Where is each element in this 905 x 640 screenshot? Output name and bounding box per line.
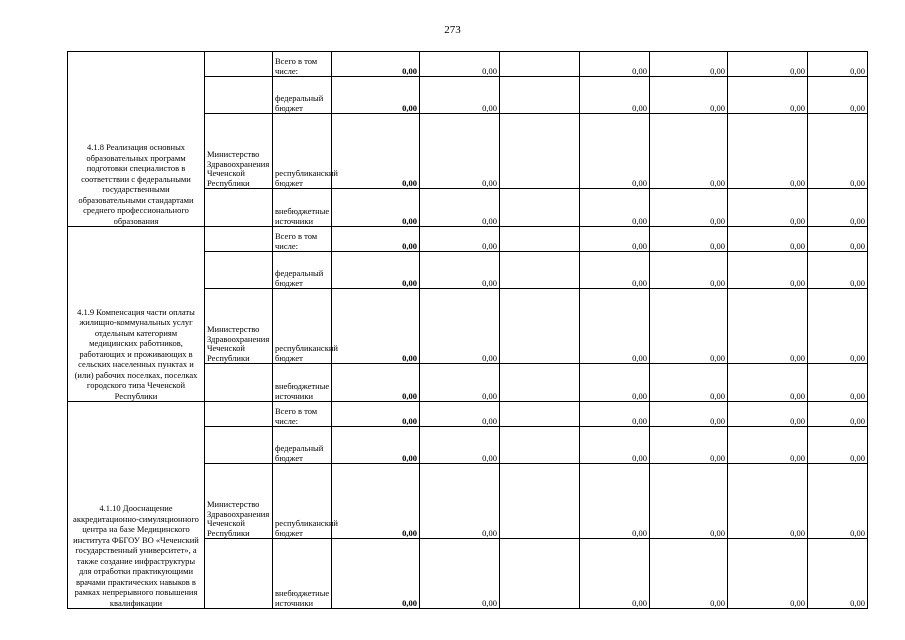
cell-value: 0,00 — [420, 189, 500, 227]
executor: Министерство Здравоохранения Чеченской Республики — [205, 464, 273, 539]
cell-value: 0,00 — [580, 77, 650, 114]
cell-value: 0,00 — [580, 539, 650, 609]
total-value: 0,00 — [332, 114, 420, 189]
cell-value: 0,00 — [420, 52, 500, 77]
cell-value: 0,00 — [650, 189, 728, 227]
cell-value: 0,00 — [650, 227, 728, 252]
cell-value: 0,00 — [420, 464, 500, 539]
cell-value — [500, 114, 580, 189]
executor: Министерство Здравоохранения Чеченской Республики — [205, 289, 273, 364]
cell-value — [500, 189, 580, 227]
cell-value: 0,00 — [728, 402, 808, 427]
cell-value: 0,00 — [808, 539, 868, 609]
funding-source: Всего в том числе: — [273, 52, 332, 77]
cell-value: 0,00 — [650, 114, 728, 189]
cell-value: 0,00 — [580, 427, 650, 464]
cell-value — [500, 252, 580, 289]
cell-value: 0,00 — [420, 427, 500, 464]
cell-value: 0,00 — [728, 539, 808, 609]
budget-table — [67, 51, 868, 609]
cell-value: 0,00 — [420, 227, 500, 252]
cell-value: 0,00 — [650, 464, 728, 539]
cell-value: 0,00 — [808, 464, 868, 539]
cell-value: 0,00 — [650, 289, 728, 364]
cell-value: 0,00 — [650, 402, 728, 427]
activity-name: 4.1.9 Компенсация части оплаты жилищно-коммунальных услуг отдельным категориям медицинских работников, работающих и проживающих в сельских населенных пунктах и (или) рабочих поселках, поселках городского типа Чеченской Республики — [68, 227, 205, 402]
cell-value: 0,00 — [728, 52, 808, 77]
cell-value: 0,00 — [580, 289, 650, 364]
cell-value: 0,00 — [650, 427, 728, 464]
funding-source: республиканский бюджет — [273, 114, 332, 189]
cell-value — [500, 289, 580, 364]
cell-value: 0,00 — [580, 114, 650, 189]
page-number: 273 — [444, 24, 461, 36]
table-row — [68, 402, 868, 427]
cell-value: 0,00 — [808, 402, 868, 427]
funding-source: внебюджетные источники — [273, 189, 332, 227]
cell-value — [500, 539, 580, 609]
cell-value — [500, 464, 580, 539]
cell-value: 0,00 — [808, 52, 868, 77]
cell-value: 0,00 — [420, 539, 500, 609]
cell-value: 0,00 — [728, 364, 808, 402]
cell-value: 0,00 — [728, 227, 808, 252]
total-value: 0,00 — [332, 364, 420, 402]
activity-name: 4.1.10 Дооснащение аккредитационно-симуляционного центра на базе Медицинского института ФБГОУ ВО «Чеченский государственный университет», а также создание инфраструктуры для отработки практикующими врачами практических навыков в рамках непрерывного повышения квалификации — [68, 402, 205, 609]
funding-source: внебюджетные источники — [273, 539, 332, 609]
funding-source: федеральный бюджет — [273, 427, 332, 464]
funding-source: внебюджетные источники — [273, 364, 332, 402]
cell-value: 0,00 — [728, 189, 808, 227]
cell-value: 0,00 — [728, 252, 808, 289]
cell-value — [500, 52, 580, 77]
cell-value: 0,00 — [420, 364, 500, 402]
table-row — [68, 227, 868, 252]
cell-value: 0,00 — [580, 227, 650, 252]
cell-value: 0,00 — [808, 289, 868, 364]
executor: Министерство Здравоохранения Чеченской Республики — [205, 114, 273, 189]
funding-source: федеральный бюджет — [273, 252, 332, 289]
cell-value: 0,00 — [808, 114, 868, 189]
cell-value: 0,00 — [650, 539, 728, 609]
funding-source: Всего в том числе: — [273, 402, 332, 427]
total-value: 0,00 — [332, 227, 420, 252]
cell-value: 0,00 — [808, 227, 868, 252]
cell-value: 0,00 — [580, 402, 650, 427]
cell-value: 0,00 — [808, 364, 868, 402]
cell-value: 0,00 — [420, 114, 500, 189]
cell-value: 0,00 — [808, 189, 868, 227]
total-value: 0,00 — [332, 252, 420, 289]
cell-value: 0,00 — [420, 77, 500, 114]
cell-value: 0,00 — [808, 427, 868, 464]
cell-value: 0,00 — [808, 77, 868, 114]
table-row — [68, 52, 868, 77]
activity-name: 4.1.8 Реализация основных образовательных программ подготовки специалистов в соответствии с федеральными государственными образовательными стандартами среднего профессионального образования — [68, 52, 205, 227]
cell-value: 0,00 — [580, 189, 650, 227]
funding-source: федеральный бюджет — [273, 77, 332, 114]
total-value: 0,00 — [332, 427, 420, 464]
cell-value — [500, 77, 580, 114]
total-value: 0,00 — [332, 289, 420, 364]
cell-value — [500, 427, 580, 464]
funding-source: республиканский бюджет — [273, 289, 332, 364]
cell-value: 0,00 — [580, 364, 650, 402]
cell-value: 0,00 — [420, 252, 500, 289]
total-value: 0,00 — [332, 52, 420, 77]
cell-value: 0,00 — [650, 77, 728, 114]
total-value: 0,00 — [332, 189, 420, 227]
cell-value: 0,00 — [728, 464, 808, 539]
cell-value: 0,00 — [728, 289, 808, 364]
cell-value: 0,00 — [650, 364, 728, 402]
total-value: 0,00 — [332, 464, 420, 539]
cell-value: 0,00 — [580, 252, 650, 289]
cell-value — [500, 227, 580, 252]
cell-value: 0,00 — [420, 289, 500, 364]
cell-value: 0,00 — [728, 77, 808, 114]
cell-value — [500, 402, 580, 427]
cell-value: 0,00 — [580, 52, 650, 77]
total-value: 0,00 — [332, 77, 420, 114]
cell-value: 0,00 — [728, 114, 808, 189]
cell-value: 0,00 — [650, 52, 728, 77]
funding-source: республиканский бюджет — [273, 464, 332, 539]
funding-source: Всего в том числе: — [273, 227, 332, 252]
total-value: 0,00 — [332, 539, 420, 609]
cell-value: 0,00 — [728, 427, 808, 464]
total-value: 0,00 — [332, 402, 420, 427]
cell-value — [500, 364, 580, 402]
cell-value: 0,00 — [650, 252, 728, 289]
cell-value: 0,00 — [420, 402, 500, 427]
cell-value: 0,00 — [580, 464, 650, 539]
cell-value: 0,00 — [808, 252, 868, 289]
